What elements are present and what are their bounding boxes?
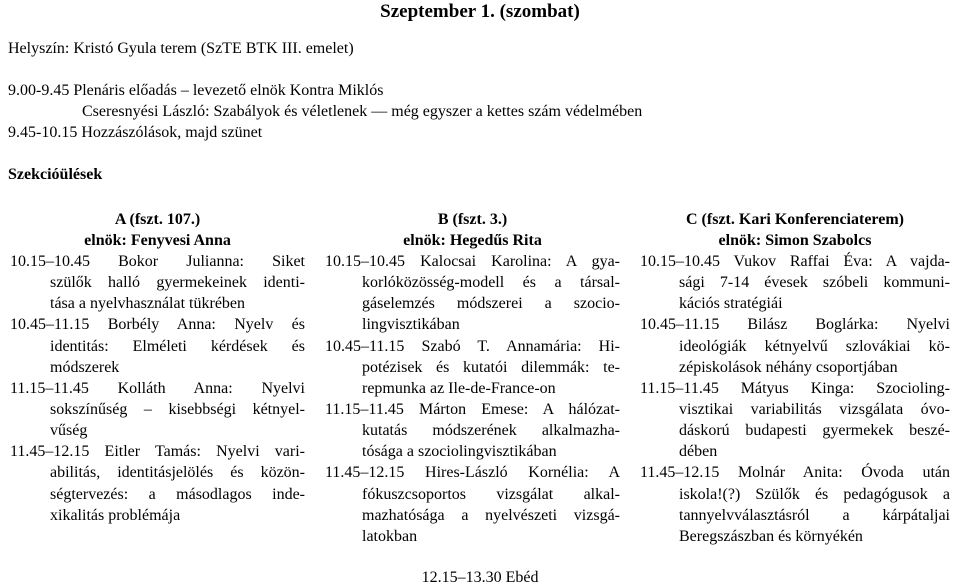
talk-entry	[10, 251, 305, 314]
talk-line: kutatás módszerének alkalmazha-	[362, 422, 620, 440]
talk-line: 10.45–11.15 Borbély Anna: Nyelv és	[10, 316, 305, 334]
talk-line: ideológiák kétnyelvű szlovákiai kö-	[679, 337, 950, 355]
session-column-b	[325, 209, 620, 547]
talk-entry	[640, 378, 950, 463]
talk-line: fókuszcsoportos vizsgálat alkal-	[362, 485, 620, 503]
page-title: Szeptember 1. (szombat)	[380, 1, 580, 22]
talk-line: 11.15–11.45 Mátyus Kinga: Szocioling-	[640, 379, 950, 397]
session-room: B (fszt. 3.)	[437, 211, 508, 228]
talk-line: potézisek és kutatói dilemmák: te-	[362, 358, 620, 376]
session-chair: elnök: Simon Szabolcs	[718, 232, 872, 249]
talk-entry	[640, 251, 950, 314]
talk-line: zépiskolások néhány csoportjában	[679, 358, 898, 376]
talk-entry	[640, 314, 950, 377]
talk-line: szülők halló gyermekeinek identi-	[50, 274, 305, 292]
talk-line: tósága a szociolingvisztikában	[362, 443, 557, 461]
session-room: C (fszt. Kari Konferenciaterem)	[686, 211, 904, 228]
talk-line: xikalitás problémája	[50, 506, 181, 524]
talk-line: 11.45–12.15 Eitler Tamás: Nyelvi vari-	[10, 443, 305, 461]
talk-entry	[640, 462, 950, 547]
talk-line: iskola!(?) Szülők és pedagógusok a	[679, 485, 950, 503]
talk-line: 10.15–10.45 Bokor Julianna: Siket	[10, 253, 305, 270]
talk-line: ségtervezés: a másodlagos inde-	[50, 485, 305, 503]
talk-line: tása a nyelvhasználat tükrében	[50, 295, 246, 313]
talk-line: módszerek	[50, 358, 120, 376]
talk-entry	[10, 441, 305, 526]
talk-line: 10.45–11.15 Bilász Boglárka: Nyelvi	[640, 316, 950, 334]
talk-line: 10.15–10.45 Vukov Raffai Éva: A vajda-	[640, 253, 950, 270]
plenary-line: 9.00-9.45 Plenáris előadás – levezető elnök Kontra Miklós	[8, 82, 384, 99]
talk-line: gáselemzés módszerei a szocio-	[362, 295, 620, 313]
talk-line: korlóközösség-modell és a társal-	[362, 274, 620, 292]
talk-line: latokban	[362, 527, 418, 545]
session-column-a	[10, 209, 305, 526]
talk-entry	[10, 314, 305, 377]
talk-entry	[325, 399, 620, 462]
plenary-talk: Cseresnyési László: Szabályok és véletlenek — még egyszer a kettes szám védelmében	[82, 103, 643, 120]
talk-line: repmunka az Ile-de-France-on	[362, 379, 556, 397]
talk-line: mazhatósága a nyelvészeti vizsgá-	[362, 506, 620, 524]
talk-line: 11.15–11.45 Kolláth Anna: Nyelvi	[10, 379, 305, 397]
talk-line: Beregszászban és környékén	[679, 527, 863, 545]
talk-line: identitás: Elméleti kérdések és	[50, 337, 305, 355]
discussion-line: 9.45-10.15 Hozzászólások, majd szünet	[8, 124, 263, 141]
talk-line: vűség	[50, 422, 88, 440]
talk-line: kációs stratégiái	[679, 295, 783, 313]
talk-entry	[325, 251, 620, 336]
talk-line: 10.45–11.15 Szabó T. Annamária: Hi-	[325, 337, 620, 355]
talk-entry	[325, 336, 620, 399]
talk-line: dében	[679, 443, 718, 461]
talk-line: abilitás, identitásjelölés és közön-	[50, 464, 305, 482]
talk-line: tannyelvválasztásról a kárpátaljai	[679, 506, 950, 524]
talk-line: 11.45–12.15 Hires-László Kornélia: A	[325, 464, 620, 482]
session-room: A (fszt. 107.)	[114, 211, 201, 228]
session-chair: elnök: Hegedűs Rita	[403, 232, 542, 249]
lunch-line: 12.15–13.30 Ebéd	[421, 569, 539, 586]
venue-line: Helyszín: Kristó Gyula terem (SzTE BTK III. emelet)	[8, 40, 354, 57]
talk-line: 10.15–10.45 Kalocsai Karolina: A gya-	[325, 253, 620, 270]
talk-line: visztikai variabilitás vizsgálata óvo-	[679, 400, 950, 418]
talk-entry	[325, 462, 620, 547]
talk-line: sokszínűség – kisebbségi kétnyel-	[50, 400, 305, 418]
talk-line: sági 7-14 évesek szóbeli kommuni-	[679, 274, 950, 292]
talk-line: lingvisztikában	[362, 316, 460, 334]
talk-entry	[10, 378, 305, 441]
session-chair: elnök: Fenyvesi Anna	[84, 232, 231, 249]
session-column-c	[640, 209, 950, 547]
talk-line: dáskorú budapesti gyermekek beszé-	[679, 422, 950, 440]
talk-line: 11.45–12.15 Molnár Anita: Óvoda után	[640, 464, 950, 482]
talk-line: 11.15–11.45 Márton Emese: A hálózat-	[325, 400, 620, 418]
sections-heading: Szekcióülések	[8, 166, 103, 183]
